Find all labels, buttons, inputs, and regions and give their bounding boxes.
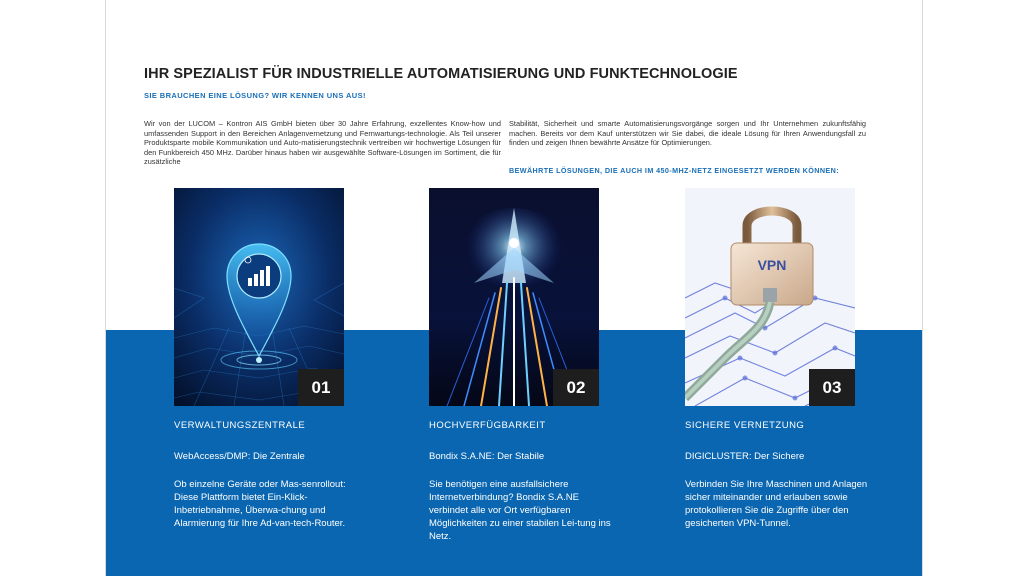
card-product-name: Bondix S.A.NE: Der Stabile	[429, 451, 545, 462]
card-product-name: WebAccess/DMP: Die Zentrale	[174, 451, 305, 462]
page-title: IHR SPEZIALIST FÜR INDUSTRIELLE AUTOMATISIERUNG UND FUNKTECHNOLOGIE	[144, 66, 738, 82]
location-pin-chart-image[interactable]	[174, 188, 344, 406]
card-number-badge: 01	[298, 369, 344, 406]
intro-text-right: Stabilität, Sicherheit und smarte Automatisierungsvorgänge sorgen und Ihr Unternehmen zukunftsfähig machen. Bereits vor dem Kauf unterstützen wir Sie dabei, die ideale Lösung für Ihren Anwendungsfall zu finden und zeigen Ihnen bewährte Ansätze für Optimierungen.	[509, 119, 866, 148]
solutions-heading: BEWÄHRTE LÖSUNGEN, DIE AUCH IM 450-MHZ-NETZ EINGESETZT WERDEN KÖNNEN:	[509, 166, 840, 175]
page-subtitle: SIE BRAUCHEN EINE LÖSUNG? WIR KENNEN UNS AUS!	[144, 91, 366, 100]
content-page	[105, 0, 923, 576]
card-heading: SICHERE VERNETZUNG	[685, 420, 805, 431]
solution-card-3[interactable]	[685, 188, 875, 530]
card-heading: HOCHVERFÜGBARKEIT	[429, 420, 546, 431]
card-heading: VERWALTUNGSZENTRALE	[174, 420, 306, 431]
light-streaks-image[interactable]	[429, 188, 599, 406]
card-description: Ob einzelne Geräte oder Mas-senrollout: Diese Plattform bietet Ein-Klick-Inbetriebnahme, Überwa-chung und Alarmierung für Ihre Ad-van-tech-Router.	[174, 479, 346, 529]
vpn-label-text: VPN	[757, 257, 787, 273]
card-number-badge: 03	[809, 369, 855, 406]
intro-text-left: Wir von der LUCOM – Kontron AIS GmbH bieten über 30 Jahre Erfahrung, exzellentes Know-how und umfassenden Support in den Bereichen Anlagenvernetzung und Fernwartungs-technologie. Als Teil unserer Produktsparte mobile Kommunikation und Auto-matisierungstechnik vertreiben wir hochwertige Lösungen für den Funkbereich 450 MHz. Darüber hinaus haben wir ausgewählte Software-Lösungen im Sortiment, die für zusätzliche	[144, 119, 501, 167]
card-number-badge: 02	[553, 369, 599, 406]
solution-card-1[interactable]	[174, 188, 364, 530]
card-description: Verbinden Sie Ihre Maschinen und Anlagen sicher miteinander und erlauben sowie protokollieren Sie die Zugriffe über den gesicherten VPN-Tunnel.	[685, 479, 868, 529]
vpn-padlock-image[interactable]	[685, 188, 855, 406]
card-product-name: DIGICLUSTER: Der Sichere	[685, 451, 805, 462]
solution-card-2[interactable]	[429, 188, 619, 543]
card-description: Sie benötigen eine ausfallsichere Internetverbindung? Bondix S.A.NE verbindet alle vor Ort verfügbaren Möglichkeiten zu einer stabilen Lei-tung ins Netz.	[429, 479, 611, 542]
